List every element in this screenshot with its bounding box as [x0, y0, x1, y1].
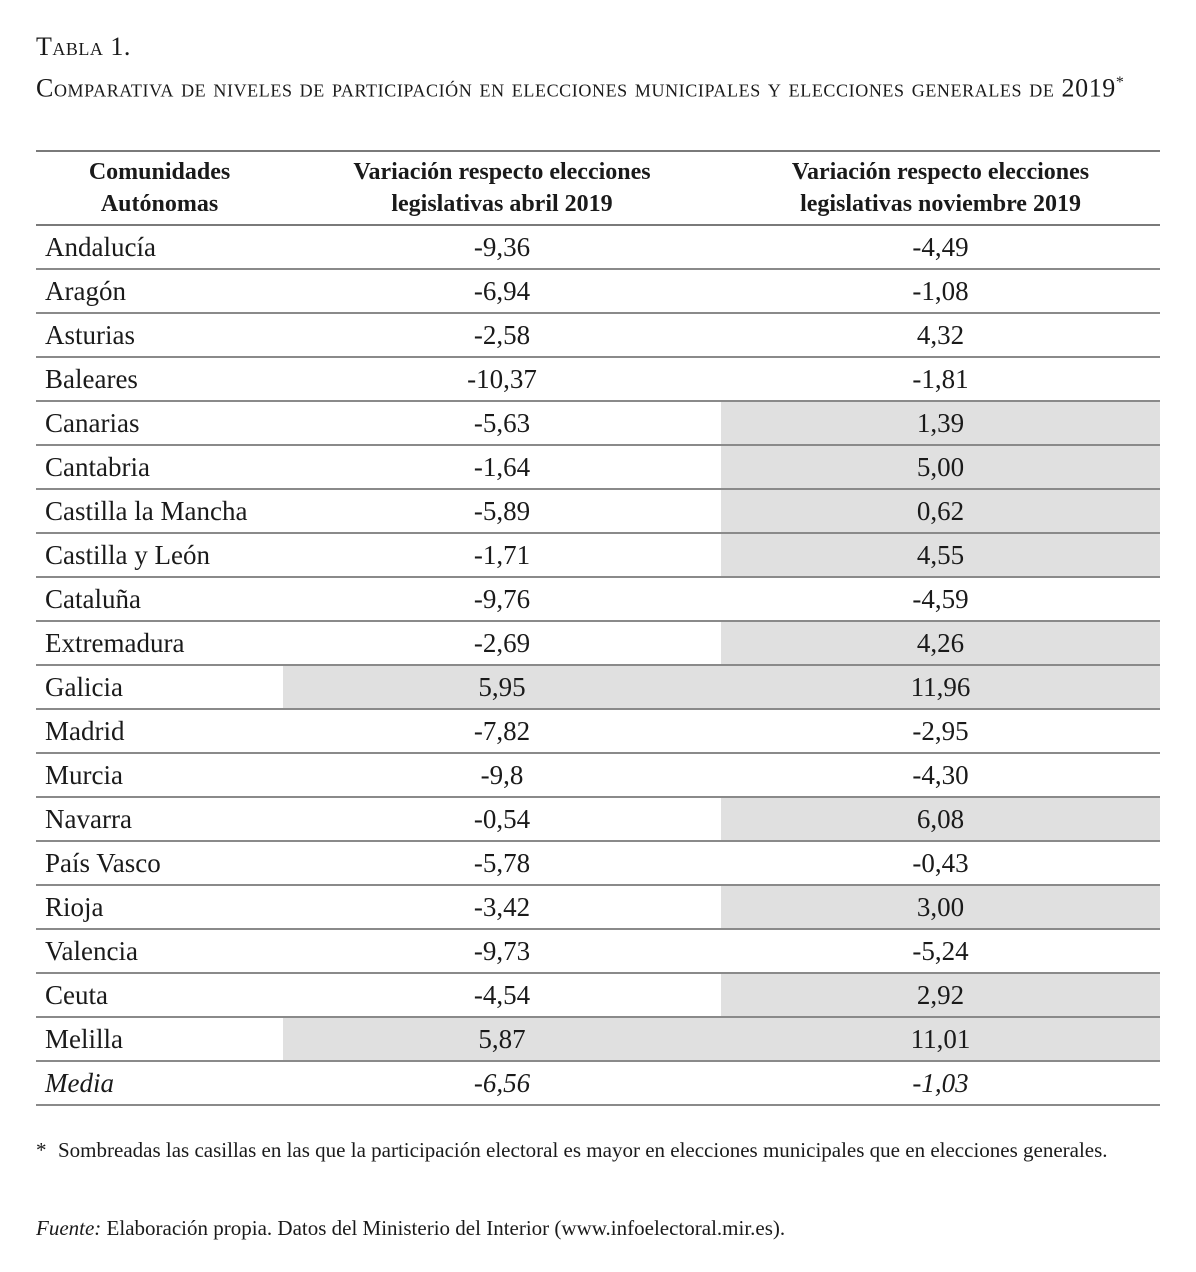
caption-footnote-mark: *	[1115, 74, 1125, 91]
april-variation: -7,82	[473, 716, 531, 746]
november-variation: -4,49	[912, 232, 969, 262]
table-row	[36, 225, 1160, 269]
community-name: Castilla y León	[45, 540, 210, 570]
april-variation: -2,69	[473, 628, 531, 658]
november-variation: -1,81	[912, 364, 969, 394]
table-row	[36, 577, 1160, 621]
table-row	[36, 973, 1160, 1017]
footnote-text: Sombreadas las casillas en las que la participación electoral es mayor en elecciones municipales que en elecciones generales.	[58, 1138, 1108, 1162]
community-name: Galicia	[45, 672, 123, 702]
community-name: Canarias	[45, 408, 140, 438]
april-variation: -9,76	[473, 584, 531, 614]
november-variation: 11,96	[721, 665, 1160, 709]
footnote-mark: *	[36, 1138, 47, 1162]
table-row	[36, 357, 1160, 401]
community-name: Ceuta	[45, 980, 108, 1010]
november-variation: 4,32	[916, 320, 965, 350]
source-label: Fuente:	[36, 1216, 102, 1240]
april-variation: -2,58	[473, 320, 531, 350]
april-variation: -6,94	[473, 276, 531, 306]
community-name: Cataluña	[45, 584, 141, 614]
april-variation: -1,64	[473, 452, 531, 482]
table-row	[36, 929, 1160, 973]
footnote	[36, 1136, 1160, 1165]
april-variation: -10,37	[467, 364, 537, 394]
november-variation: 0,62	[721, 489, 1160, 533]
november-variation: -5,24	[912, 936, 969, 966]
participation-table	[36, 150, 1160, 1106]
table-row	[36, 533, 1160, 577]
april-variation: -4,54	[473, 980, 531, 1010]
title-block	[36, 30, 1160, 106]
november-variation: 11,01	[721, 1017, 1160, 1061]
column-header-april: Variación respecto elecciones legislativas abril 2019	[353, 159, 651, 217]
november-variation: 6,08	[721, 797, 1160, 841]
table-row	[36, 445, 1160, 489]
community-name: Rioja	[45, 892, 104, 922]
table-row	[36, 885, 1160, 929]
november-variation: 4,26	[721, 621, 1160, 665]
april-variation: -3,42	[473, 892, 531, 922]
table-caption	[36, 66, 1160, 106]
caption-text: Comparativa de niveles de participación en elecciones municipales y elecciones generales de 2019	[36, 73, 1116, 103]
community-name: Baleares	[45, 364, 138, 394]
april-variation: -9,73	[473, 936, 531, 966]
table-row	[36, 313, 1160, 357]
november-variation: 4,55	[721, 533, 1160, 577]
community-name: País Vasco	[45, 848, 161, 878]
april-variation: -1,71	[473, 540, 531, 570]
mean-november: -1,03	[912, 1068, 969, 1098]
november-variation: -0,43	[912, 848, 969, 878]
table-row	[36, 797, 1160, 841]
table-row	[36, 401, 1160, 445]
community-name: Murcia	[45, 760, 123, 790]
community-name: Aragón	[45, 276, 126, 306]
table-row	[36, 709, 1160, 753]
table-row	[36, 269, 1160, 313]
source-text: Elaboración propia. Datos del Ministerio del Interior (www.infoelectoral.mir.es).	[106, 1216, 786, 1240]
table-row	[36, 665, 1160, 709]
april-variation: -5,63	[473, 408, 531, 438]
table-row	[36, 489, 1160, 533]
april-variation: -5,78	[473, 848, 531, 878]
april-variation: 5,95	[283, 665, 721, 709]
november-variation: 1,39	[721, 401, 1160, 445]
community-name: Navarra	[45, 804, 132, 834]
april-variation: -9,8	[480, 760, 524, 790]
november-variation: -1,08	[912, 276, 969, 306]
table-row	[36, 841, 1160, 885]
table-row	[36, 1017, 1160, 1061]
community-name: Valencia	[45, 936, 138, 966]
april-variation: 5,87	[283, 1017, 721, 1061]
november-variation: -2,95	[912, 716, 969, 746]
table-row	[36, 753, 1160, 797]
november-variation: 2,92	[721, 973, 1160, 1017]
table-header	[36, 151, 1160, 225]
table-row	[36, 621, 1160, 665]
column-header-community: Comunidades Autónomas	[88, 159, 231, 217]
april-variation: -9,36	[473, 232, 531, 262]
column-header-november: Variación respecto elecciones legislativas noviembre 2019	[791, 159, 1090, 217]
community-name: Castilla la Mancha	[45, 496, 248, 526]
community-name: Extremadura	[45, 628, 185, 658]
mean-april: -6,56	[473, 1068, 531, 1098]
mean-label: Media	[45, 1068, 114, 1098]
november-variation: -4,59	[912, 584, 969, 614]
april-variation: -5,89	[473, 496, 531, 526]
november-variation: 3,00	[721, 885, 1160, 929]
community-name: Asturias	[45, 320, 135, 350]
community-name: Madrid	[45, 716, 125, 746]
november-variation: -4,30	[912, 760, 969, 790]
table-body	[36, 225, 1160, 1105]
mean-row	[36, 1061, 1160, 1105]
table-label: Tabla 1.	[36, 32, 131, 61]
november-variation: 5,00	[721, 445, 1160, 489]
community-name: Cantabria	[45, 452, 150, 482]
april-variation: -0,54	[473, 804, 531, 834]
source-note	[36, 1214, 785, 1243]
community-name: Melilla	[45, 1024, 123, 1054]
community-name: Andalucía	[45, 232, 156, 262]
header-row	[36, 151, 1160, 225]
